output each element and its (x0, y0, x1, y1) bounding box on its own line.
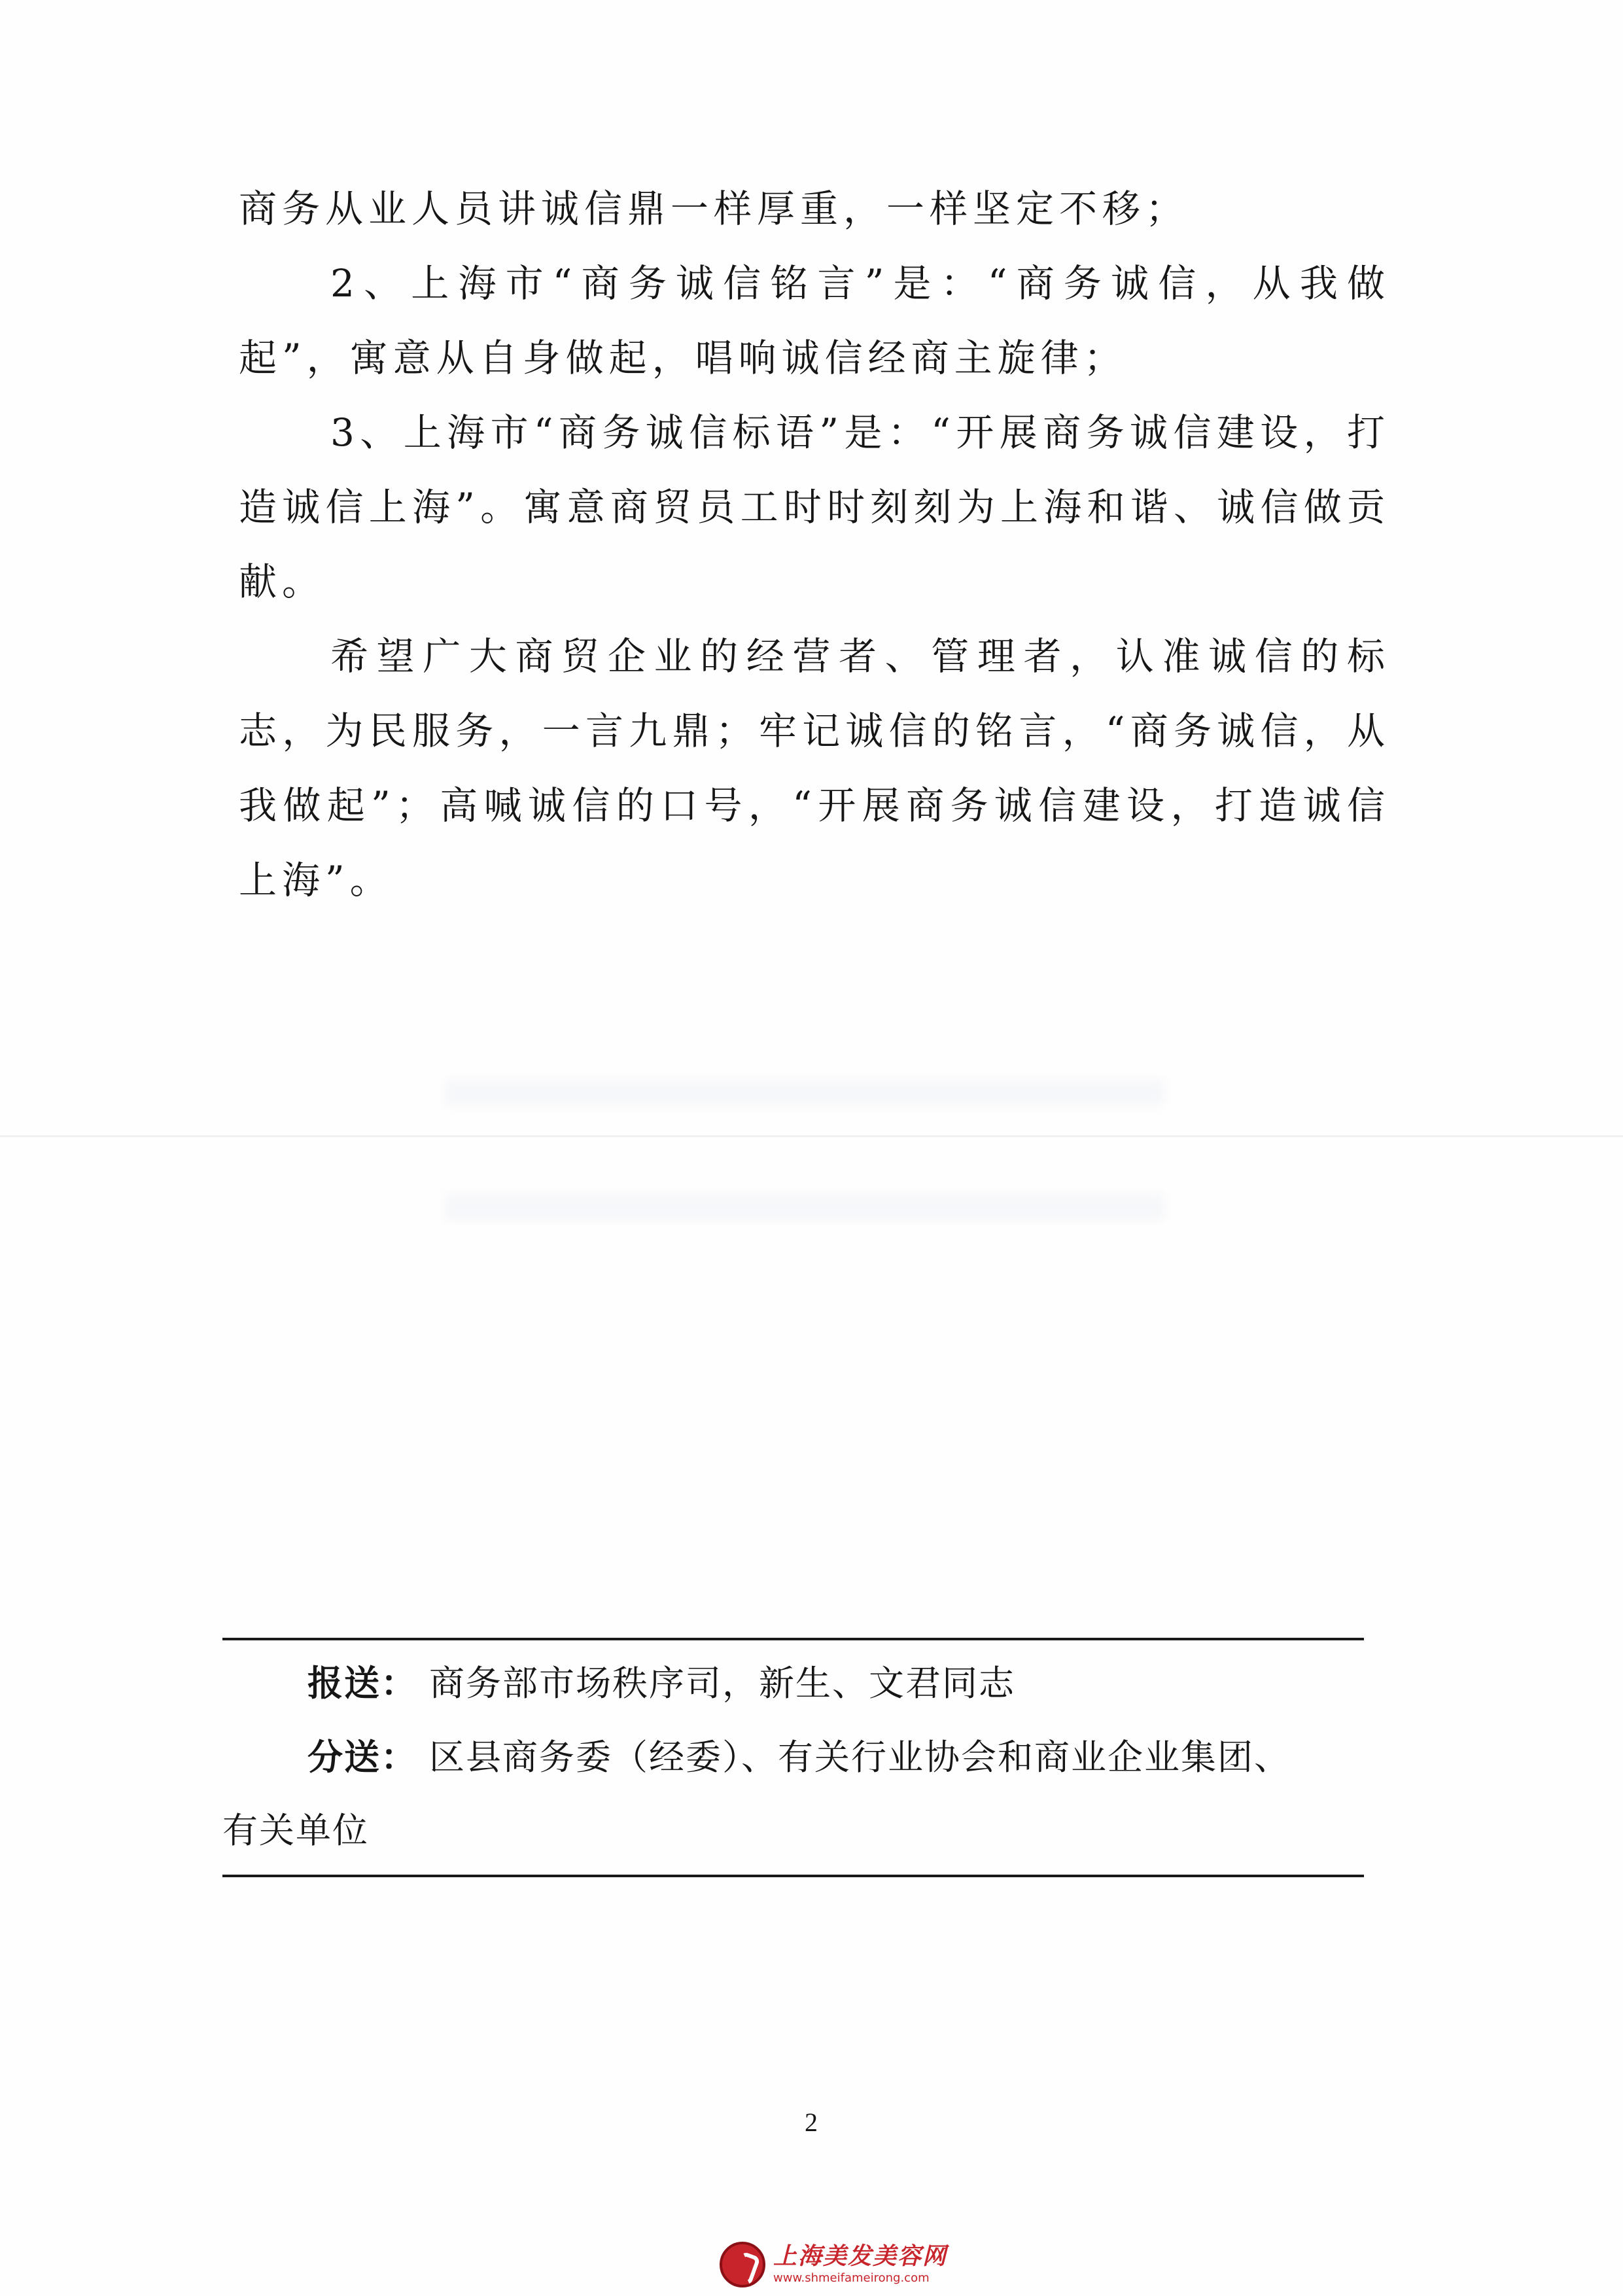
paragraph: 商务从业人员讲诚信鼎一样厚重，一样坚定不移； (239, 186, 1189, 231)
copy-to-recipients: 区县商务委（经委）、有关行业协会和商业企业集团、 (429, 1737, 1291, 1778)
show-through-bleed (445, 1194, 1164, 1220)
page-number: 2 (805, 2108, 818, 2137)
paragraph: 希望广大商贸企业的经营者、管理者，认准诚信的标志，为民服务，一言九鼎；牢记诚信的铭言，“商务诚信，从我做起”；高喊诚信的口号，“开展商务诚信建设，打造诚信上海”。 (239, 634, 1390, 902)
report-to-line (222, 1646, 1380, 1720)
distribution-bottom-rule (222, 1875, 1364, 1877)
copy-label: 分送： (307, 1736, 417, 1778)
scan-fold-line (0, 1135, 1623, 1137)
distribution-block (222, 1646, 1380, 1867)
copy-to-line-continued: 有关单位 (222, 1810, 369, 1851)
watermark-text (773, 2245, 947, 2284)
report-to-recipients: 商务部市场秩序司，新生、文君同志 (429, 1663, 1015, 1704)
watermark-site-name: 上海美发美容网 (773, 2243, 948, 2270)
site-watermark (720, 2239, 947, 2290)
watermark-url: www.shmeifameirong.com (773, 2271, 930, 2285)
body-text (239, 171, 1390, 917)
report-label: 报送： (307, 1662, 417, 1704)
show-through-bleed (445, 1080, 1164, 1106)
paragraph: 3、上海市“商务诚信标语”是：“开展商务诚信建设，打造诚信上海”。寓意商贸员工时时刻刻为上海和谐、诚信做贡献。 (239, 410, 1390, 604)
copy-to-line (222, 1720, 1380, 1794)
paragraph: 2、上海市“商务诚信铭言”是：“商务诚信，从我做起”，寓意从自身做起，唱响诚信经商主旋律； (239, 261, 1390, 380)
site-logo-icon (720, 2242, 765, 2287)
distribution-top-rule (222, 1638, 1364, 1640)
